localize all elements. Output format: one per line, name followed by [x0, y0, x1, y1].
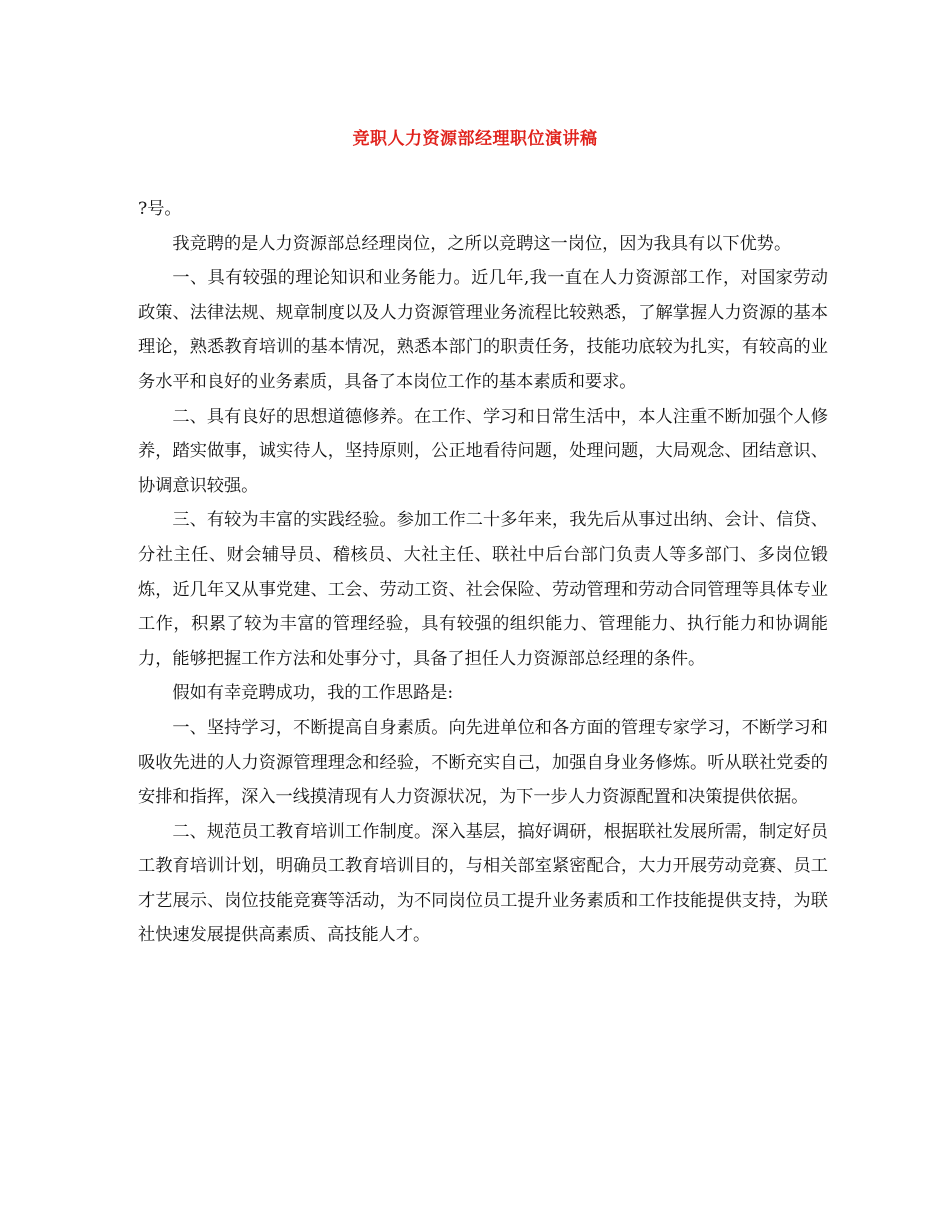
paragraph: 我竞聘的是人力资源部总经理岗位，之所以竞聘这一岗位，因为我具有以下优势。	[172, 233, 792, 254]
paragraph: 一、坚持学习，不断提高自身素质。向先进单位和各方面的管理专家学习，不断学习和吸收先进的人力资源管理理念和经验，不断充实自己，加强自身业务修炼。听从联社党委的安排和指挥，深入一线摸清现有人力资源状况，为下一步人力资源配置和决策提供依据。	[138, 717, 828, 808]
paragraph: 二、规范员工教育培训工作制度。深入基层，搞好调研，根据联社发展所需，制定好员工教育培训计划，明确员工教育培训目的，与相关部室紧密配合，大力开展劳动竞赛、员工才艺展示、岗位技能竞赛等活动，为不同岗位员工提升业务素质和工作技能提供支持，为联社快速发展提供高素质、高技能人才。	[138, 821, 828, 946]
paragraph: 二、具有良好的思想道德修养。在工作、学习和日常生活中，本人注重不断加强个人修养，踏实做事，诚实待人，坚持原则，公正地看待问题，处理问题，大局观念、团结意识、协调意识较强。	[138, 406, 828, 496]
paragraph: 三、有较为丰富的实践经验。参加工作二十多年来，我先后从事过出纳、会计、信贷、分社主任、财会辅导员、稽核员、大社主任、联社中后台部门负责人等多部门、多岗位锻炼，近几年又从事党建、工会、劳动工资、社会保险、劳动管理和劳动合同管理等具体专业工作，积累了较为丰富的管理经验，具有较强的组织能力、管理能力、执行能力和协调能力，能够把握工作方法和处事分寸，具备了担任人力资源部总经理的条件。	[138, 510, 828, 669]
document-title: 竞职人力资源部经理职位演讲稿	[352, 129, 598, 149]
document-body	[138, 192, 828, 953]
paragraph: 假如有幸竞聘成功，我的工作思路是:	[172, 683, 454, 704]
paragraph: 一、具有较强的理论知识和业务能力。近几年,我一直在人力资源部工作，对国家劳动政策、法律法规、规章制度以及人力资源管理业务流程比较熟悉，了解掌握人力资源的基本理论，熟悉教育培训的基本情况，熟悉本部门的职责任务，技能功底较为扎实，有较高的业务水平和良好的业务素质，具备了本岗位工作的基本素质和要求。	[138, 268, 828, 392]
paragraph-opening: ?号。	[138, 199, 182, 219]
